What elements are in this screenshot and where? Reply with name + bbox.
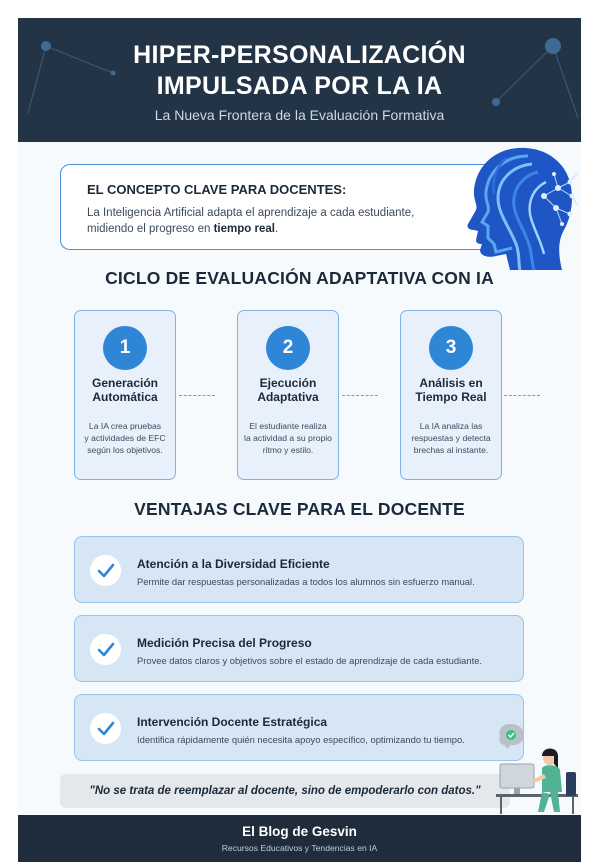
step-title-line2: Tiempo Real — [415, 390, 487, 404]
concept-title: EL CONCEPTO CLAVE PARA DOCENTES: — [87, 182, 347, 197]
footer-subtitle: Recursos Educativos y Tendencias en IA — [221, 843, 378, 853]
footer — [18, 815, 581, 862]
benefit-description: Identifica rápidamente quién necesita apoyo específico, optimizando tu tiempo. — [137, 734, 465, 745]
step-connector — [179, 395, 215, 396]
concept-text-highlight: tiempo real — [213, 223, 275, 235]
title-line-1: HIPER-PERSONALIZACIÓN — [133, 41, 466, 69]
concept-text-line2-prefix: midiendo el progreso en — [87, 223, 214, 235]
step-description — [238, 420, 338, 456]
concept-card — [60, 164, 510, 250]
step-desc-line1: La IA crea pruebas — [88, 421, 162, 431]
benefit-title: Intervención Docente Estratégica — [137, 715, 328, 729]
step-desc-line2: respuestas y detecta — [411, 433, 491, 443]
check-icon — [90, 634, 121, 665]
check-icon — [90, 713, 121, 744]
check-icon — [90, 555, 121, 586]
page-title — [18, 40, 581, 102]
step-description — [75, 420, 175, 456]
step-title-line1: Ejecución — [259, 376, 317, 390]
footer-title: El Blog de Gesvin — [242, 824, 357, 839]
step-title — [401, 376, 501, 408]
infographic-page — [18, 18, 581, 862]
benefit-title: Atención a la Diversidad Eficiente — [137, 557, 330, 571]
step-description — [401, 420, 501, 456]
step-title-line2: Automática — [92, 390, 158, 404]
cycle-section-title: CICLO DE EVALUACIÓN ADAPTATIVA CON IA — [105, 268, 494, 288]
title-line-2: IMPULSADA POR LA IA — [156, 72, 443, 100]
benefit-card-2 — [74, 615, 524, 682]
step-connector — [504, 395, 540, 396]
step-desc-line3: brechas al instante. — [413, 445, 489, 455]
cycle-step-1 — [74, 310, 176, 480]
step-desc-line2: y actividades de EFC — [84, 433, 166, 443]
concept-text-line2-suffix: . — [274, 223, 279, 235]
concept-text — [87, 205, 449, 237]
step-title-line2: Adaptativa — [257, 390, 319, 404]
step-number-badge: 1 — [103, 326, 147, 370]
step-title — [75, 376, 175, 408]
step-connector — [342, 395, 378, 396]
step-title — [238, 376, 338, 408]
ai-head-icon — [466, 144, 578, 272]
benefits-section-title: VENTAJAS CLAVE PARA EL DOCENTE — [134, 499, 465, 519]
step-desc-line1: El estudiante realiza — [249, 421, 327, 431]
cycle-step-3 — [400, 310, 502, 480]
benefit-card-3 — [74, 694, 524, 761]
step-desc-line3: ritmo y estilo. — [262, 445, 314, 455]
header-banner — [18, 18, 581, 142]
step-number-badge: 3 — [429, 326, 473, 370]
step-desc-line3: según los objetivos. — [87, 445, 163, 455]
step-number-badge: 2 — [266, 326, 310, 370]
page-subtitle: La Nueva Frontera de la Evaluación Formativa — [154, 107, 445, 123]
closing-quote: "No se trata de reemplazar al docente, sino de empoderarlo con datos." — [60, 774, 510, 808]
benefit-card-1 — [74, 536, 524, 603]
benefit-description: Provee datos claros y objetivos sobre el estado de aprendizaje de cada estudiante. — [137, 655, 483, 666]
teacher-at-computer-icon — [492, 722, 581, 814]
cycle-step-2 — [237, 310, 339, 480]
benefit-description: Permite dar respuestas personalizadas a todos los alumnos sin esfuerzo manual. — [137, 576, 475, 587]
step-desc-line2: la actividad a su propio — [244, 433, 332, 443]
step-title-line1: Generación — [91, 376, 159, 390]
concept-text-line1: La Inteligencia Artificial adapta el aprendizaje a cada estudiante, — [87, 207, 415, 219]
step-title-line1: Análisis en — [419, 376, 483, 390]
benefit-title: Medición Precisa del Progreso — [137, 636, 312, 650]
step-desc-line1: La IA analiza las — [419, 421, 483, 431]
